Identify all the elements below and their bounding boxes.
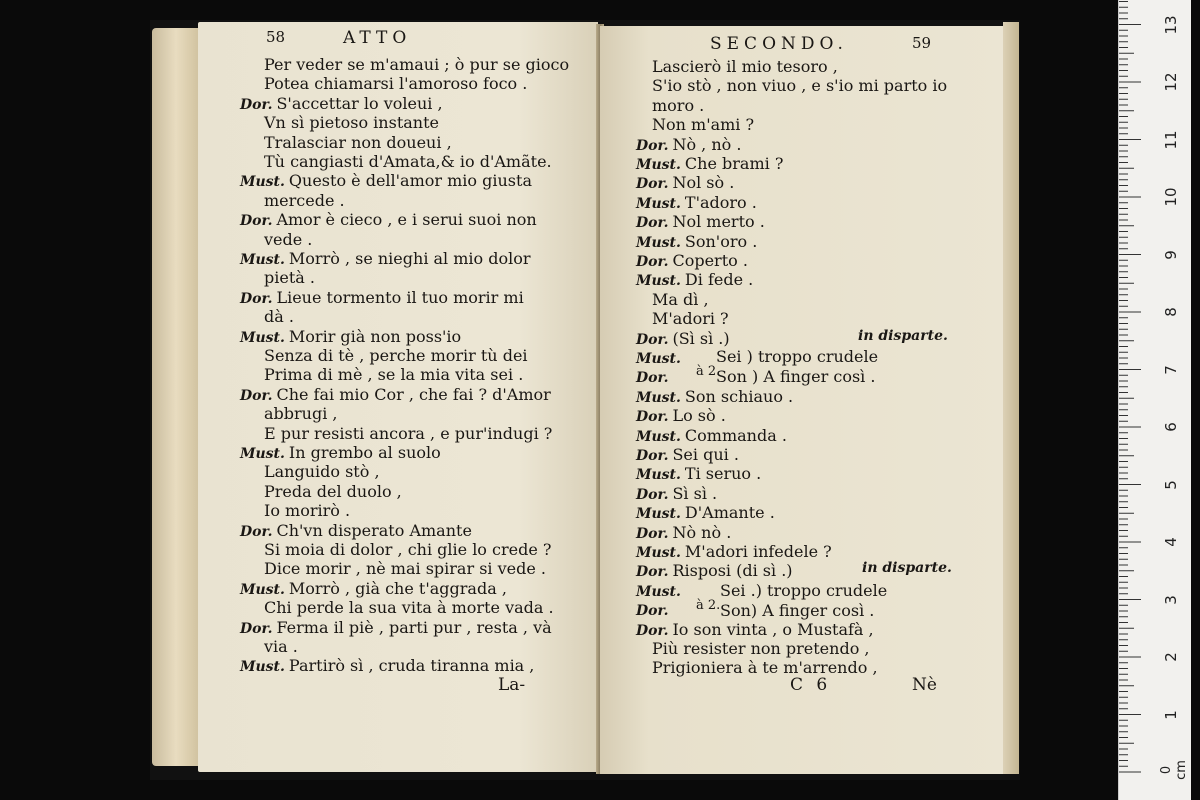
text-line (652, 58, 838, 76)
text-line (264, 134, 452, 152)
ruler-number: 13 (1162, 14, 1180, 35)
speaker-name: Dor. (636, 254, 669, 270)
verse-text: Nol sò . (672, 173, 735, 193)
right-page-number: 59 (912, 34, 932, 52)
speaker-name: Must. (636, 389, 681, 406)
speaker-name: Must. (240, 581, 285, 598)
stage-direction-aside: in disparte. (862, 560, 952, 576)
text-line (636, 485, 717, 504)
verse-text: Più resister non pretendo , (652, 639, 870, 658)
duet-line-bottom: Son ) A finger così . (716, 367, 876, 386)
text-line (264, 599, 554, 617)
speaker-name: Dor. (636, 448, 669, 464)
right-running-head: SECONDO. (710, 34, 848, 54)
verse-text: S'accettar lo voleui , (276, 93, 443, 113)
verse-text: Che fai mio Cor , che fai ? d'Amor (276, 384, 551, 404)
right-page (600, 26, 1006, 774)
speaker-name: Must. (240, 446, 285, 462)
ruler-number: 6 (1162, 422, 1180, 432)
verse-text: Languido stò , (264, 462, 380, 482)
verse-text: Potea chiamarsi l'amoroso foco . (264, 74, 528, 94)
ruler-ticks (1119, 0, 1191, 800)
text-line (240, 211, 537, 230)
speaker-name: Must. (636, 428, 681, 445)
verse-text: Sì sì . (672, 483, 718, 503)
verse-text: Ferma il piè , parti pur , resta , và (276, 617, 552, 637)
text-line (636, 504, 775, 523)
text-line (636, 233, 757, 252)
text-line (652, 291, 709, 309)
text-line (264, 114, 439, 132)
verse-text: Questo è dell'amor mio giusta (288, 171, 532, 191)
verse-text: Prima di mè , se la mia vita sei . (264, 365, 524, 385)
duet-line-top: Sei .) troppo crudele (720, 581, 888, 600)
speaker-name: Dor. (240, 523, 273, 540)
text-line (240, 328, 461, 347)
text-line (636, 330, 730, 349)
verse-text: Che brami ? (684, 154, 784, 173)
verse-text: M'adori ? (652, 309, 729, 329)
text-line (264, 502, 350, 520)
verse-text: Tù cangiasti d'Amata,& io d'Amãte. (264, 152, 552, 171)
verse-text: dà . (264, 307, 294, 327)
verse-text: Per veder se m'amaui ; ò pur se gioco (264, 55, 570, 74)
speaker-name: Must. (636, 583, 681, 600)
verse-text: Amor è cieco , e i serui suoi non (276, 210, 537, 230)
speaker-name: Must. (240, 252, 285, 268)
verse-text: Ma dì , (652, 289, 709, 309)
verse-text: Ch'vn disperato Amante (276, 520, 472, 540)
verse-text: via . (264, 637, 298, 656)
text-line (636, 349, 685, 368)
text-line (636, 446, 739, 465)
text-line (264, 483, 402, 501)
text-line (240, 386, 551, 405)
ruler-number: 2 (1162, 652, 1180, 662)
speaker-name: Dor. (240, 620, 273, 637)
verse-text: Sei qui . (672, 445, 739, 464)
left-catchword: La- (498, 675, 526, 695)
speaker-name: Dor. (240, 213, 273, 230)
text-line (264, 347, 528, 365)
right-catchword: Nè (912, 675, 937, 695)
text-line (636, 465, 761, 484)
verse-text: Morrò , già che t'aggrada , (288, 578, 507, 598)
speaker-name: Must. (636, 351, 681, 367)
ruler-number: 1 (1162, 709, 1180, 720)
verse-text: Lieue tormento il tuo morir mi (276, 287, 524, 307)
verse-text: Prigioniera à te m'arrendo , (652, 658, 878, 678)
verse-text: Si moia di dolor , chi glie lo crede ? (264, 540, 552, 559)
verse-text: Morir già non poss'io (288, 326, 462, 346)
verse-text: Morrò , se nieghi al mio dolor (288, 249, 531, 268)
verse-text: Tralasciar non doueui , (264, 132, 452, 152)
stage-direction-aside: in disparte. (858, 328, 948, 344)
ruler-number: 10 (1162, 187, 1180, 207)
measurement-ruler (1118, 0, 1191, 800)
speaker-name: Dor. (636, 137, 669, 154)
text-line (636, 621, 874, 640)
verse-text: Nol merto . (672, 212, 765, 232)
speaker-name: Dor. (636, 622, 669, 639)
speaker-name: Must. (636, 234, 681, 251)
left-page-number: 58 (266, 28, 286, 46)
text-line (264, 153, 552, 171)
verse-text: Lascierò il mio tesoro , (652, 57, 838, 76)
speaker-name: Dor. (240, 96, 273, 113)
text-line (636, 543, 832, 562)
verse-text: Io morirò . (264, 501, 351, 521)
text-line (636, 213, 765, 232)
duet-line-top: Sei ) troppo crudele (716, 347, 879, 366)
verse-text: In grembo al suolo (288, 443, 441, 462)
verse-text: M'adori infedele ? (684, 542, 832, 561)
text-line (636, 562, 793, 581)
verse-text: vede . (264, 229, 313, 249)
text-line (652, 659, 878, 677)
text-line (264, 56, 569, 74)
speaker-name: Dor. (636, 603, 669, 620)
text-line (636, 155, 783, 174)
text-line (240, 289, 524, 308)
speaker-name: Dor. (240, 290, 273, 307)
speaker-name: Must. (636, 545, 681, 561)
speaker-name: Dor. (240, 387, 273, 404)
verse-text: Chi perde la sua vita à morte vada . (264, 598, 554, 618)
verse-text: Partirò sì , cruda tiranna mia , (288, 656, 535, 676)
text-line (636, 368, 672, 387)
verse-text: Son schiauo . (684, 386, 794, 406)
verse-text: Risposi (di sì .) (672, 561, 793, 581)
text-line (264, 405, 338, 423)
verse-text: T'adoro . (684, 192, 757, 212)
verse-text: Ti seruo . (684, 464, 762, 484)
text-line (652, 97, 704, 115)
verse-text: Coperto . (672, 251, 748, 270)
verse-text: E pur resisti ancora , e pur'indugi ? (264, 423, 553, 443)
speaker-name: Must. (636, 467, 681, 484)
speaker-name: Must. (636, 195, 681, 212)
ruler-number: 9 (1162, 249, 1180, 260)
ruler-unit-label: 0 cm (1159, 760, 1189, 780)
text-line (636, 407, 726, 426)
verse-text: Preda del duolo , (264, 481, 402, 501)
text-line (652, 116, 754, 134)
verse-text: Lo sò . (672, 406, 726, 426)
text-line (636, 601, 672, 620)
ruler-number: 11 (1162, 129, 1180, 150)
verse-text: mercede . (264, 190, 345, 210)
speaker-name: Dor. (636, 525, 669, 542)
verse-text: Dice morir , nè mai spirar si vede . (264, 559, 547, 579)
speaker-name: Dor. (636, 215, 669, 232)
ruler-number: 12 (1162, 72, 1180, 92)
text-line (264, 366, 523, 384)
text-line (264, 308, 294, 326)
text-line (264, 192, 345, 210)
duet-marker: à 2. (696, 364, 721, 379)
ruler-number: 3 (1162, 594, 1180, 605)
speaker-name: Dor. (636, 176, 669, 193)
text-line (636, 271, 753, 290)
text-line (652, 310, 729, 328)
text-line (264, 231, 312, 249)
speaker-name: Must. (240, 659, 285, 676)
text-line (240, 619, 552, 638)
verse-text: D'Amante . (684, 503, 775, 523)
verse-text: pietà . (264, 268, 315, 288)
verse-text: Son'oro . (684, 231, 758, 251)
text-line (636, 194, 757, 213)
text-line (240, 657, 534, 676)
speaker-name: Must. (636, 157, 681, 173)
verse-text: Io son vinta , o Mustafà , (672, 619, 874, 639)
verse-text: Non m'ami ? (652, 115, 755, 135)
verse-text: abbrugi , (264, 404, 338, 424)
verse-text: Nò nò . (672, 522, 732, 542)
text-line (652, 640, 870, 658)
text-line (240, 444, 441, 463)
text-line (264, 425, 552, 443)
text-line (264, 463, 380, 481)
right-page-edge (1003, 22, 1019, 774)
verse-text: Senza di tè , perche morir tù dei (264, 346, 528, 365)
text-line (636, 427, 787, 446)
speaker-name: Must. (240, 174, 285, 191)
text-line (240, 522, 472, 541)
ruler-number: 8 (1162, 307, 1180, 317)
text-line (636, 524, 731, 543)
speaker-name: Dor. (636, 409, 669, 426)
text-line (240, 172, 532, 191)
speaker-name: Dor. (636, 370, 669, 387)
verse-text: Vn sì pietoso instante (264, 113, 439, 133)
ruler-number: 4 (1162, 537, 1180, 547)
text-line (636, 388, 793, 407)
text-line (264, 541, 551, 559)
text-line (636, 136, 741, 155)
text-line (636, 582, 685, 601)
text-line (264, 560, 546, 578)
duet-marker: à 2. (696, 598, 721, 613)
verse-text: Nò , nò . (672, 134, 742, 154)
text-line (636, 174, 734, 193)
text-line (240, 580, 507, 599)
ruler-number: 7 (1162, 364, 1180, 375)
speaker-name: Dor. (636, 331, 669, 348)
text-line (240, 95, 443, 114)
text-line (264, 638, 298, 656)
text-line (264, 75, 527, 93)
duet-line-bottom: Son) A finger così . (720, 601, 875, 620)
verse-text: moro . (652, 95, 705, 115)
verse-text: S'io stò , non viuo , e s'io mi parto io (652, 76, 948, 96)
text-line (636, 252, 748, 271)
verse-text: Commanda . (684, 425, 787, 445)
text-line (240, 250, 531, 269)
text-line (264, 269, 315, 287)
left-running-head: ATTO (343, 28, 412, 48)
verse-text: (Sì sì .) (672, 328, 730, 348)
speaker-name: Dor. (636, 564, 669, 581)
signature-mark: C 6 (790, 675, 832, 695)
speaker-name: Must. (240, 329, 285, 346)
speaker-name: Must. (636, 273, 681, 290)
left-page (198, 22, 598, 772)
speaker-name: Must. (636, 506, 681, 523)
verse-text: Di fede . (684, 270, 754, 290)
ruler-number: 5 (1162, 479, 1180, 490)
speaker-name: Dor. (636, 486, 669, 503)
text-line (652, 77, 947, 95)
